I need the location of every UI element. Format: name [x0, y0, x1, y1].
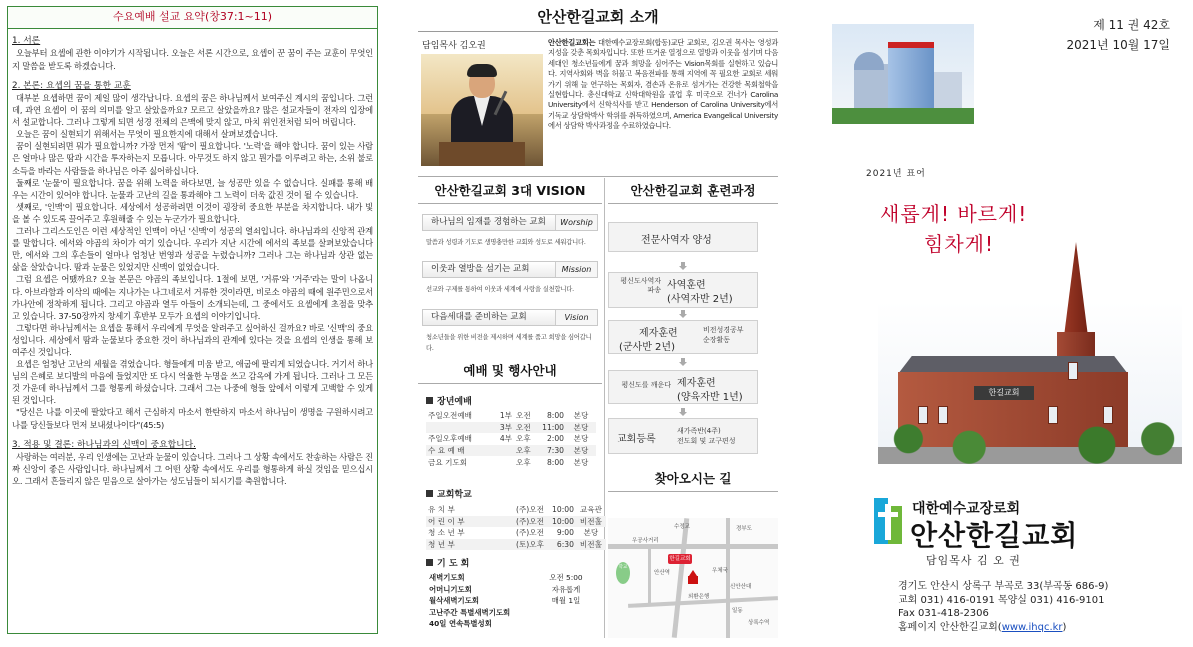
vision-title: 안산한길교회 3대 VISION — [418, 180, 602, 204]
church-pin-icon — [688, 576, 698, 584]
table-row: 유 치 부 (주)오전 10:00 교육관 — [428, 505, 602, 515]
vision-desc: 선교와 구제를 통하여 이웃과 세계에 사랑을 실천합니다. — [426, 286, 574, 293]
sermon-paragraph: 그러나 그리스도인은 이런 세상적인 인맥이 아닌 '신맥'이 성공의 열쇠입니다. 하나님과의 신앙적 관계를 말합니다. 에서와 야곱의 차이가 여기 있습니다. 우리가 지난 시간에 에서의 족보를 살펴보았습니다만, 에서와 그의 후손들이 얼마나 엄청난 번영과 성공을 누렸습니까? 그러나 그는 하나님과 상관 없는 삶을 살았습니다. 땀과 눈물은 있었지만 신맥이 없었습니다. — [12, 226, 373, 273]
vision-item-worship — [422, 214, 598, 248]
issue-number: 제 11 권 42호 — [1093, 18, 1170, 32]
middle-panel — [418, 0, 778, 647]
training-stage-1: 전문사역자 양성 — [608, 222, 758, 252]
training-stage-5: 교회등록 새가족반(4주) 전도회 및 교구편성 — [608, 418, 758, 454]
down-arrow-icon — [679, 358, 687, 366]
table-row: 청 소 년 부 (주)오전 9:00 본당 — [428, 528, 599, 538]
intro-bio: 대한예수교장로회(합동)교단 교회로, 김오권 목사는 영성과 지성을 갖춘 목회자입니다. 또한 뜨거운 열정으로 열방과 이웃을 섬기며 다음세대인 청소년들에게 꿈과 희망을 심어주는 Vision목회를 실현하고 있습니다. 지역사회와 벽을 허물고 복음전파를 통해 지역에 꼭 필요한 교회로 세워가기 위해 늘 연구하는 목회자, 겸손과 온유로 섬겨가는 건강한 목회철학을 실현합니다. 총신대학교 신학대학원을 졸업 후 미국으로 건너가 Carolina University에서 신학석사를 받고 Henderson of Carolina University에서 기독교 상담학박사 학위를 취득하였으며, America Evangelical University에서 상담학 박사과정을 수료하였습니다. — [548, 38, 778, 131]
contact-info — [898, 580, 1108, 634]
table-row: 3부 오전 11:00 본당 — [426, 422, 596, 434]
table-row: 주일오후예배 4부 오후 2:00 본당 — [428, 434, 589, 444]
school-heading: 교회학교 — [426, 487, 472, 500]
vision-en: Vision — [555, 310, 597, 325]
motto-line-1: 새롭게! 바르게! — [880, 202, 1028, 226]
church-name: 안산한길교회 — [910, 519, 1079, 552]
intro-title: 안산한길교회 소개 — [418, 4, 778, 32]
sermon-paragraph: 대부분 요셉하면 꿈이 제일 많이 생각납니다. 요셉의 꿈은 하나님께서 보여주신 계시의 꿈입니다. 그런데, 과연 요셉이 이 꿈의 의미를 알고 살았을까요? 모르고 살았을까요? 많은 설교자들이 전자의 입장에서 설교합니다. 그러나 그렇게 되면 성경 전체의 은맥에 맞지 않고, 마치 위인전처럼 되어 버립니다. — [12, 93, 373, 128]
square-bullet-icon — [426, 397, 433, 404]
vision-label: 이웃과 열방을 섬기는 교회 — [431, 264, 530, 274]
sermon-paragraph: 사랑하는 여러분, 우리 인생에는 고난과 눈물이 있습니다. 그러나 그 상황 속에서도 찬송하는 사람은 진짜 신앙이 좋은 사람입니다. 하나님께서 그 어떤 상황 속에서도 우리를 형통하게 하실 것임을 믿으십시오. 그래서 흔들리지 않은 믿음으로 살아가는 성도님들이 되시기를 축원합니다. — [12, 452, 373, 487]
church-photo — [878, 232, 1182, 464]
fax: Fax 031-418-2306 — [898, 608, 989, 619]
sermon-paragraph: 꿈이 실현되려면 뭐가 필요합니까? 가장 먼저 '땀'이 필요합니다. '노력'을 해야 합니다. 꿈이 있는 사람은 얼마나 많은 땀과 시간을 투자하는지 모릅니다. 아무것도 하지 않고 뭔가를 이루려고 하는, 소위 불로소득을 바라는 사람들을 하나님은 아주 싫어하십니다. — [12, 141, 373, 176]
vision-label: 다음세대를 준비하는 교회 — [431, 312, 527, 322]
pastor-label: 담임목사 김오권 — [422, 41, 486, 51]
worship-title: 예배 및 행사안내 — [418, 360, 602, 384]
church-sign: 한길교회 — [974, 386, 1034, 400]
map-church-tag: 한길교회 — [669, 556, 691, 562]
building-photo — [832, 24, 974, 124]
homepage: 홈페이지 안산한길교회(www.ihqc.kr) — [898, 621, 1067, 633]
motto-line-2: 힘차게! — [924, 232, 994, 256]
training-stage-3: 제자훈련 (군사반 2년) 비전성경공부 순장활동 — [608, 320, 758, 354]
prayer-heading: 기 도 회 — [426, 556, 469, 569]
table-row: 새벽기도회 오전 5:00 — [429, 573, 583, 583]
table-row: 주일오전예배 1부 오전 8:00 본당 — [428, 411, 589, 421]
training-stage-2: 평신도사역자 파송 사역훈련 (사역자반 2년) — [608, 272, 758, 308]
sermon-title: 수요예배 설교 요약(창37:1~11) — [8, 7, 377, 29]
vision-label: 하나님의 임재를 경험하는 교회 — [431, 217, 546, 227]
sermon-quote: "당신은 나를 이곳에 팔았다고 해서 근심하지 마소서 한탄하지 마소서 하나님이 생명을 구원하시려고 나를 당신들보다 먼저 보내셨나이다"(45:5) — [12, 407, 373, 430]
directions-map: 수정교 경부도 우공사거리 안산역 우체국 신안산대 외환은행 일동 상록수역 학교 한길교회 — [608, 518, 778, 638]
school-table — [426, 504, 606, 550]
down-arrow-icon — [679, 310, 687, 318]
sermon-paragraph: 오늘은 꿈이 실현되기 위해서는 무엇이 필요한지에 대해서 살펴보겠습니다. — [16, 129, 278, 140]
sermon-section-1 — [12, 35, 373, 72]
table-row: 수 요 예 배 오후 7:30 본당 — [426, 445, 596, 457]
vision-desc: 청소년들을 위한 비전을 제시하며 세계를 품고 희망을 심어갑니다. — [426, 334, 592, 352]
vision-item-vision — [422, 309, 598, 354]
sermon-section-3 — [12, 439, 373, 488]
address: 경기도 안산시 상록구 부곡로 33(부곡동 686-9) — [898, 581, 1109, 592]
sermon-paragraph: 그럼 요셉은 어땠까요? 오늘 본문은 야곱의 족보입니다. 1절에 보면, '거류'와 '거주'라는 말이 나옵니다. 아브라함과 이삭의 때에는 지나가는 나그네로서 거류한 것이라면, 비로소 야곱의 때에 원주민으로서 가나안에 정착하게 됩니다. 그리고 야곱과 열두 아들이 소개되는데, 그 중에서도 요셉에게 초점을 맞추고 있습니다. 37-50장까지 창세기 후반부 모두가 요셉의 이야기입니다. — [12, 274, 373, 321]
vision-en: Mission — [555, 262, 597, 277]
training-title: 안산한길교회 훈련과정 — [608, 180, 778, 204]
church-logo-icon — [874, 498, 902, 544]
phone: 교회 031) 416-0191 목양실 031) 416-9101 — [898, 594, 1105, 606]
sermon-paragraph: 오늘부터 요셉에 관한 이야기가 시작됩니다. 오늘은 서론 시간으로, 요셉이 꾼 꿈이 주는 교훈이 무엇인지 말씀을 받도록 하겠습니다. — [12, 48, 373, 71]
adult-worship-heading: 장년예배 — [426, 394, 472, 407]
training-stage-4: 평신도를 깨운다 제자훈련 (양육자반 1년) — [608, 370, 758, 404]
senior-pastor: 담임목사 김 오 권 — [926, 554, 1021, 567]
table-row: 월삭새벽기도회 매월 1일 — [429, 596, 581, 606]
table-row: 어 린 이 부 (주)오전 10:00 비전홀 — [426, 516, 606, 528]
map-marker: 학교 — [616, 562, 630, 584]
sermon-panel — [7, 6, 378, 634]
sermon-paragraph: 둘째로 '눈물'이 필요합니다. 꿈을 위해 노력을 하다보면, 늘 성공만 있을 수 없습니다. 실패를 통해 배우는 시간이 있어야 합니다. 눈물과 고난의 길을 통과해야 그 노력이 더욱 값진 것이 될 수 있습니다. — [12, 177, 373, 200]
table-row: 어머니기도회 자유롭게 — [429, 584, 581, 594]
table-row: 40일 연속특별성회 — [429, 619, 492, 629]
issue-date: 2021년 10월 17일 — [1066, 38, 1170, 52]
sermon-section-heading: 2. 본론: 요셉의 꿈을 통한 교훈 — [12, 80, 131, 91]
pastor-photo — [421, 54, 543, 166]
down-arrow-icon — [679, 408, 687, 416]
sermon-paragraph: 셋째로, '인맥'이 필요합니다. 세상에서 성공하려면 이것이 굉장히 중요한 부분을 차지합니다. 내가 빛을 볼 수 있도록 끌어주고 후원해줄 수 있는 누군가가 필요합니다. — [12, 201, 373, 224]
square-bullet-icon — [426, 559, 433, 566]
cover-panel — [820, 0, 1193, 647]
down-arrow-icon — [679, 262, 687, 270]
intro-lead: 안산한길교회는 — [548, 38, 596, 47]
prayer-table — [426, 572, 596, 630]
denomination: 대한예수교장로회 — [912, 501, 1021, 517]
map-title: 찾아오시는 길 — [608, 468, 778, 492]
sermon-paragraph: 그렇다면 하나님께서는 요셉을 통해서 우리에게 무엇을 알려주고 싶어하신 걸까요? 바로 '신맥'의 중요성입니다. 세상에서 땀과 눈물보다 중요한 것이 하나님과의 관계에 있다는 것을 요셉의 인생을 통해 보여주신 것입니다. — [12, 322, 373, 357]
table-row: 금요 기도회 오후 8:00 본당 — [428, 457, 589, 467]
sermon-section-2 — [12, 80, 373, 431]
sermon-paragraph: 요셉은 엄청난 고난의 세월을 겪었습니다. 형들에게 미움 받고, 애굽에 팔리게 되었습니다. 거기서 하나님의 은혜로 보디발의 마음에 들었지만 또 다시 억울한 누명을 쓰고 감옥에 가게 됩니다. 그러나 그 모든 것 가운데 하나님께서 그를 형통케 하셨습니다. 그래서 그는 나중에 형들 앞에서 이렇게 고백할 수 있게 된 것입니다. — [12, 359, 373, 406]
intro-text — [548, 38, 778, 132]
sermon-section-heading: 3. 적용 및 결론: 하나님과의 신맥이 중요합니다. — [12, 439, 196, 450]
square-bullet-icon — [426, 490, 433, 497]
year-motto-label: 2021년 표어 — [866, 169, 926, 179]
table-row: 청 년 부 (토)오후 6:30 비전홀 — [426, 539, 606, 551]
table-row: 고난주간 특별새벽기도회 — [429, 607, 511, 617]
vision-en: Worship — [555, 215, 597, 230]
adult-worship-table — [426, 410, 596, 468]
vision-desc: 말씀과 성령과 기도로 생명충만한 교회와 성도로 세워갑니다. — [426, 239, 586, 246]
homepage-link[interactable]: www.ihqc.kr — [1001, 621, 1063, 633]
vision-item-mission — [422, 261, 598, 295]
sermon-section-heading: 1. 서론 — [12, 36, 41, 46]
